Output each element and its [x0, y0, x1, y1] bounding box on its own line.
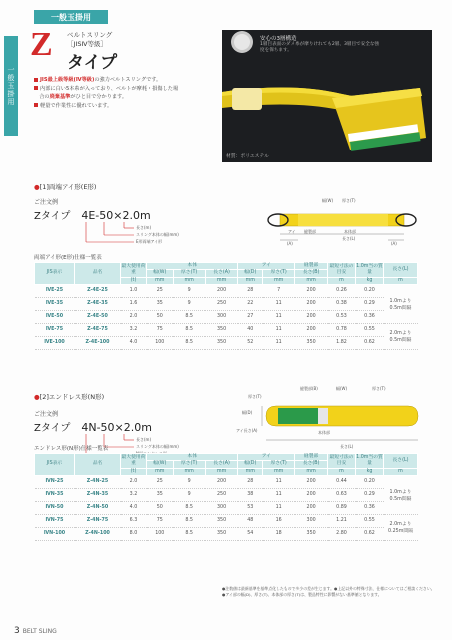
cell-length: 2.0mより 0.5m間隔 — [384, 323, 418, 349]
cell-d: 48 — [238, 514, 263, 527]
cell-length: 2.0mより 0.25m間隔 — [384, 514, 418, 540]
cell-name: Z-4N-100 — [75, 527, 121, 540]
cell-t2: 18 — [263, 527, 295, 540]
diagram-stitch: 縫製部 — [304, 229, 316, 234]
diagram-eye-a: アイ長さ(A) — [236, 428, 258, 433]
cell-min: 0.38 — [328, 297, 356, 310]
footnote: ●アイ部の幅(D)、厚さ(T)、本体部の厚さ(T)は、製品特性に影響がない基準値となります。 — [222, 592, 382, 597]
cell-length: 1.0mより 0.5m間隔 — [384, 284, 418, 323]
cell-kg: 0.20 — [356, 284, 384, 297]
cell-min: 0.44 — [328, 475, 356, 488]
cell-min: 0.53 — [328, 310, 356, 323]
cell-load: 1.6 — [121, 297, 147, 310]
cell-b: 350 — [295, 336, 328, 349]
cell-a: 200 — [205, 284, 238, 297]
order-example-label: ご注文例 — [34, 411, 59, 418]
cell-w: 75 — [147, 514, 174, 527]
cell-load: 4.0 — [121, 501, 147, 514]
cell-length: 1.0mより 0.5m間隔 — [384, 475, 418, 514]
cell-min: 1.21 — [328, 514, 356, 527]
cell-w: 35 — [147, 297, 174, 310]
cell-t2: 7 — [263, 284, 295, 297]
cell-t: 8.5 — [173, 336, 205, 349]
product-subtitle: ベルトスリング — [67, 31, 113, 39]
cell-w: 100 — [147, 527, 174, 540]
cell-min: 1.82 — [328, 336, 356, 349]
cell-t: 8.5 — [173, 527, 205, 540]
cell-min: 0.63 — [328, 488, 356, 501]
cell-kg: 0.36 — [356, 501, 384, 514]
cell-t: 9 — [173, 488, 205, 501]
cell-load: 1.0 — [121, 284, 147, 297]
cell-load: 2.0 — [121, 475, 147, 488]
cell-name: Z-4E-50 — [75, 310, 121, 323]
model-code-legend-lines — [84, 220, 144, 248]
table-row — [35, 336, 418, 349]
diagram-eye-a-left: (A) — [287, 241, 293, 246]
cell-b: 200 — [295, 284, 328, 297]
product-type-word: タイプ — [67, 53, 118, 73]
cell-kg: 0.62 — [356, 336, 384, 349]
diagram-thickness-t: 厚さ(T) — [248, 394, 262, 399]
cell-d: 27 — [238, 310, 263, 323]
cell-jis: ⅣE-100 — [35, 336, 75, 349]
side-category-tab: 一般玉掛用 — [4, 36, 18, 136]
cell-name: Z-4N-75 — [75, 514, 121, 527]
cell-d: 53 — [238, 501, 263, 514]
diagram-thickness: 厚さ(T) — [342, 198, 356, 203]
cell-a: 350 — [205, 336, 238, 349]
cell-load: 4.0 — [121, 336, 147, 349]
cell-kg: 0.55 — [356, 514, 384, 527]
cell-jis: ⅣE-35 — [35, 297, 75, 310]
category-badge: 一般玉掛用 — [34, 10, 108, 24]
photo-caption: 安心の3層構造 — [260, 36, 297, 42]
cell-a: 200 — [205, 475, 238, 488]
cell-t2: 11 — [263, 336, 295, 349]
table-row — [35, 501, 418, 514]
spec-table-n-body — [35, 475, 418, 540]
model-anno-type: E形両端アイ形 — [136, 239, 163, 244]
model-anno-length: 長さ(m) — [136, 225, 152, 230]
feature-item: 軽量で作業性に優れています。 — [34, 102, 194, 111]
cell-jis: ⅣN-75 — [35, 514, 75, 527]
cell-name: Z-4E-100 — [75, 336, 121, 349]
cell-d: 28 — [238, 475, 263, 488]
cell-kg: 0.62 — [356, 527, 384, 540]
cell-t2: 16 — [263, 514, 295, 527]
diagram-eye-a-right: (A) — [391, 241, 397, 246]
cell-t2: 11 — [263, 488, 295, 501]
cell-b: 200 — [295, 488, 328, 501]
cell-d: 22 — [238, 297, 263, 310]
cell-t2: 11 — [263, 297, 295, 310]
cell-b: 350 — [295, 527, 328, 540]
cell-a: 300 — [205, 501, 238, 514]
cell-t2: 11 — [263, 501, 295, 514]
cell-t2: 11 — [263, 323, 295, 336]
table-row — [35, 323, 418, 336]
section1-title: ●[1]両端アイ形(E形) — [34, 183, 97, 191]
cell-name: Z-4E-35 — [75, 297, 121, 310]
table-row — [35, 488, 418, 501]
table-row — [35, 527, 418, 540]
cell-name: Z-4N-50 — [75, 501, 121, 514]
cell-load: 6.3 — [121, 514, 147, 527]
feature-list — [34, 76, 194, 110]
diagram-width-w: 幅(W) — [336, 386, 348, 391]
feature-item: JIS最上級等級(Ⅳ等級)の強力ベルトスリングです。 — [34, 76, 194, 85]
cell-d: 54 — [238, 527, 263, 540]
diagram-width-w: 幅(W) — [322, 198, 334, 203]
cell-w: 50 — [147, 310, 174, 323]
feature-item: 合の廃棄基準がひと目で分かります。 — [39, 94, 128, 101]
cell-kg: 0.29 — [356, 297, 384, 310]
cell-w: 35 — [147, 488, 174, 501]
spec-table-e: JIS表示 品名 最大使用荷重 本体 アイ 縫製部 最短寸法の目安 1.0m当の質量 長さ(L) 幅(W) 厚さ(T) 長さ(A) 幅(D) 厚さ(T) 長さ(B) (t) mm mm mm mm mm mm m kg m ⅣE-25 Z-4E-25 1.0 25 9 200 28 7 200 0.26 0.20 1.0mより 0.5m間隔 ⅣE-35 Z-4E-35 1.6 35 9 250 22 11 200 0.38 0.29 ⅣE-50 Z-4E-50 2.0 50 8.5 300 27 11 200 0.53 0.36 ⅣE-75 Z-4E-75 3.2 75 8.5 350 40 11 200 0.78 0.55 2.0mより 0.5m間隔 ⅣE-100 Z-4E-100 4.0 100 8.5 350 52 11 350 1.82 0.62 — [34, 262, 418, 350]
table-row — [35, 475, 418, 488]
cell-jis: ⅣN-35 — [35, 488, 75, 501]
photo-material: 材質：ポリエステル — [226, 154, 269, 159]
cell-min: 0.26 — [328, 284, 356, 297]
cell-b: 300 — [295, 514, 328, 527]
cell-d: 52 — [238, 336, 263, 349]
cell-t2: 11 — [263, 475, 295, 488]
cell-b: 200 — [295, 501, 328, 514]
diagram-width-d: 幅(D) — [242, 410, 253, 415]
cell-load: 2.0 — [121, 310, 147, 323]
table-row — [35, 514, 418, 527]
cell-w: 50 — [147, 501, 174, 514]
table-row — [35, 310, 418, 323]
cell-a: 350 — [205, 514, 238, 527]
spec-table-n: JIS表示 品名 最大使用荷重 本体 アイ 縫製部 最短寸法の目安 1.0m当の質量 長さ(L) 幅(W) 厚さ(T) 長さ(A) 幅(D) 厚さ(T) 長さ(B) (t) mm mm mm mm mm mm m kg m ⅣN-25 Z-4N-25 2.0 25 9 200 28 11 200 0.44 0.20 1.0mより 0.5m間隔 ⅣN-35 Z-4N-35 3.2 35 9 250 38 11 200 0.63 0.29 ⅣN-50 Z-4N-50 4.0 50 8.5 300 53 11 200 0.89 0.36 ⅣN-75 Z-4N-75 6.3 75 8.5 350 48 16 300 1.21 0.55 2.0mより 0.25m間隔 ⅣN-100 Z-4N-100 8.0 100 8.5 350 54 18 350 2.80 0.62 — [34, 453, 418, 541]
order-model: Zタイプ 4N-50×2.0m — [34, 421, 152, 434]
diagram-body: 本体部 — [318, 430, 330, 435]
cell-t: 9 — [173, 284, 205, 297]
table-row — [35, 297, 418, 310]
cell-t: 8.5 — [173, 310, 205, 323]
diagram-body: 本体部 — [344, 229, 356, 234]
cell-w: 25 — [147, 284, 174, 297]
cell-min: 0.78 — [328, 323, 356, 336]
cell-t: 8.5 — [173, 323, 205, 336]
cell-d: 28 — [238, 284, 263, 297]
cell-t: 8.5 — [173, 514, 205, 527]
cell-min: 0.89 — [328, 501, 356, 514]
cell-a: 350 — [205, 527, 238, 540]
table-row — [35, 284, 418, 297]
photo-caption-detail: 1層目表面のダメ糸が摩りけれても2層、3層目で安全な強度を保ちます。 — [260, 42, 380, 53]
cell-kg: 0.55 — [356, 323, 384, 336]
cell-name: Z-4E-75 — [75, 323, 121, 336]
cell-d: 38 — [238, 488, 263, 501]
cell-load: 8.0 — [121, 527, 147, 540]
cell-kg: 0.36 — [356, 310, 384, 323]
cell-a: 250 — [205, 297, 238, 310]
cell-name: Z-4E-25 — [75, 284, 121, 297]
cell-b: 200 — [295, 310, 328, 323]
cell-b: 200 — [295, 323, 328, 336]
cell-t2: 11 — [263, 310, 295, 323]
cell-kg: 0.20 — [356, 475, 384, 488]
diagram-stitch: 縫製部(B) — [300, 386, 318, 391]
cell-jis: ⅣE-50 — [35, 310, 75, 323]
feature-item: 内部に白い5本糸が入っており、ベルトが摩耗・損傷した場 — [34, 85, 194, 94]
product-letter: Z — [30, 26, 53, 63]
spec-table-e-body — [35, 284, 418, 349]
cell-w: 100 — [147, 336, 174, 349]
diagram-thickness: 厚さ(T) — [372, 386, 386, 391]
cell-load: 3.2 — [121, 323, 147, 336]
order-example-label: ご注文例 — [34, 199, 59, 206]
cell-w: 25 — [147, 475, 174, 488]
cell-b: 200 — [295, 297, 328, 310]
cell-w: 75 — [147, 323, 174, 336]
cell-jis: ⅣN-100 — [35, 527, 75, 540]
order-model: Zタイプ 4E-50×2.0m — [34, 209, 151, 222]
diagram-eye: アイ — [288, 229, 296, 234]
section2-title: ●[2]エンドレス形(N形) — [34, 393, 105, 401]
model-anno-length: 長さ(m) — [136, 437, 152, 442]
cell-a: 250 — [205, 488, 238, 501]
cell-b: 200 — [295, 475, 328, 488]
table-e-title: 両端アイ形(E形)仕様一覧表 — [34, 255, 102, 261]
cell-jis: ⅣN-25 — [35, 475, 75, 488]
product-photo — [222, 30, 432, 162]
footnote: ●注数値は最新基準を基準点化したもので多少の差が生じます。●上記以外の特殊寸法、仕様についてはご相談ください。 — [222, 586, 435, 591]
product-grade: ［JISⅣ等級］ — [67, 40, 107, 48]
table-n-title: エンドレス形(N形)仕様一覧表 — [34, 446, 109, 452]
cell-a: 300 — [205, 310, 238, 323]
cell-name: Z-4N-35 — [75, 488, 121, 501]
cell-t: 9 — [173, 297, 205, 310]
cell-t: 9 — [173, 475, 205, 488]
diagram-length-l: 長さ(L) — [342, 236, 356, 241]
cell-min: 2.80 — [328, 527, 356, 540]
model-anno-width: スリング本体の幅(mm) — [136, 444, 179, 449]
cell-kg: 0.29 — [356, 488, 384, 501]
page-footer: 3 BELT SLING — [14, 626, 57, 636]
model-anno-width: スリング本体の幅(mm) — [136, 232, 179, 237]
cell-d: 40 — [238, 323, 263, 336]
cell-jis: ⅣE-75 — [35, 323, 75, 336]
cell-jis: ⅣN-50 — [35, 501, 75, 514]
cell-a: 350 — [205, 323, 238, 336]
cell-t: 8.5 — [173, 501, 205, 514]
cell-jis: ⅣE-25 — [35, 284, 75, 297]
cell-name: Z-4N-25 — [75, 475, 121, 488]
diagram-length-l: 長さ(L) — [340, 444, 354, 449]
cell-load: 3.2 — [121, 488, 147, 501]
